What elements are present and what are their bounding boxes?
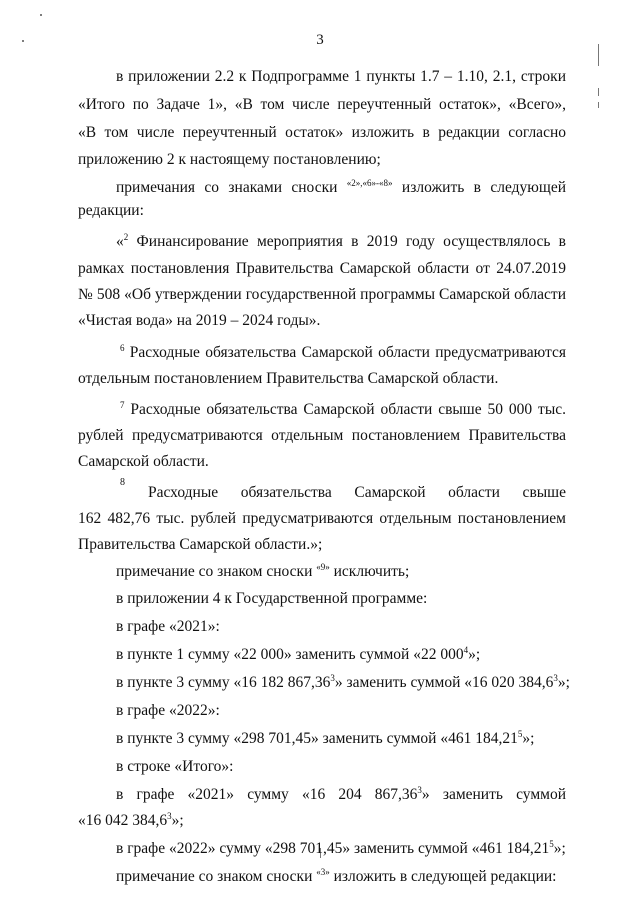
text-run: »; <box>557 674 570 691</box>
footnote-line <box>120 401 566 419</box>
footnote-marker: 5 <box>517 728 523 739</box>
footnote-marker: 2 <box>123 233 129 242</box>
text-run: »; <box>522 730 535 747</box>
footnote-line: 162 482,76 тыс. рублей предусматриваются отдельным постановлением <box>78 510 566 527</box>
footnote-line: Самарской области. <box>78 453 209 470</box>
paragraph-line <box>116 868 566 886</box>
footnote-marker: «3» <box>316 866 330 877</box>
text-run: в графе «2021» сумму «16 204 867,36 <box>116 786 418 803</box>
footnote-line <box>120 344 566 362</box>
paragraph-line <box>116 563 566 581</box>
footnote-line: Правительства Самарской области.»; <box>78 536 323 553</box>
paragraph-line <box>116 840 566 858</box>
paragraph-line <box>78 812 566 830</box>
footnote-line: Расходные обязательства Самарской области свыше <box>148 484 566 501</box>
footnote-line: рамках постановления Правительства Самарской области от 24.07.2019 <box>78 260 566 277</box>
text-run: изложить в следующей <box>392 179 566 196</box>
text-run: исключить; <box>329 563 410 580</box>
text-run: «16 042 384,6 <box>78 812 168 829</box>
footnote-marker: 8 <box>120 477 125 488</box>
footnote-marker: 6 <box>120 344 125 353</box>
paragraph-line <box>116 179 566 197</box>
text-run: « <box>116 233 124 250</box>
text-run: » заменить суммой «16 020 384,6 <box>334 674 554 691</box>
page-number: 3 <box>316 32 324 48</box>
footnote-marker: «9» <box>316 561 330 572</box>
paragraph-line: в графе «2021»: <box>116 618 220 635</box>
footnote-line: № 508 «Об утверждении государственной программы Самарской области <box>78 286 566 303</box>
footnote-marker: 3 <box>417 786 422 795</box>
footnote-line: отдельным постановлением Правительства Самарской области. <box>78 370 499 387</box>
text-run: »; <box>171 812 184 829</box>
paragraph-line <box>116 786 566 804</box>
footnote-line: «Чистая вода» на 2019 – 2024 годы». <box>78 312 321 329</box>
paragraph-line <box>116 646 566 664</box>
text-run: в пункте 3 сумму «16 182 867,36 <box>116 674 331 691</box>
footnote-marker: 4 <box>463 644 469 655</box>
text-run: примечание со знаком сноски <box>116 868 317 885</box>
paragraph-line: редакции: <box>78 202 144 219</box>
footnote-marker: 5 <box>549 838 554 849</box>
footnote-marker: «2»,«6»-«8» <box>346 179 393 188</box>
footnote-marker: 3 <box>553 672 558 683</box>
text-run: в графе «2022» сумму «298 701,45» заменить суммой «461 184,21 <box>116 840 550 857</box>
text-run: Финансирование мероприятия в 2019 году осуществлялось в <box>128 233 566 250</box>
text-run: изложить в следующей редакции: <box>329 868 557 885</box>
text-run: » заменить суммой <box>421 786 566 803</box>
paragraph-line: в графе «2022»: <box>116 702 220 719</box>
text-run: в пункте 1 сумму «22 000» заменить суммой «22 000 <box>116 646 464 663</box>
text-run: в пункте 3 сумму «298 701,45» заменить суммой «461 184,21 <box>116 730 518 747</box>
paragraph-line <box>116 672 570 692</box>
text-run: примечание со знаком сноски <box>116 563 317 580</box>
text-run: »; <box>553 840 566 857</box>
text-run: Расходные обязательства Самарской области свыше 50 000 тыс. <box>124 401 566 418</box>
paragraph-line: в приложении 2.2 к Подпрограмме 1 пункты 1.7 – 1.10, 2.1, строки <box>116 68 566 85</box>
text-run: Расходные обязательства Самарской области предусматриваются <box>124 344 566 361</box>
text-run: »; <box>468 646 481 663</box>
footnote-line: рублей предусматриваются отдельным постановлением Правительства <box>78 427 566 444</box>
paragraph-line: приложению 2 к настоящему постановлению; <box>78 151 381 168</box>
footnote-marker: 3 <box>167 810 172 821</box>
scan-speck <box>40 14 42 16</box>
scan-margin-mark <box>598 102 599 108</box>
paragraph-line: в приложении 4 к Государственной программе: <box>116 590 428 607</box>
scan-margin-mark <box>598 88 599 96</box>
footnote-marker: 7 <box>120 401 125 410</box>
paragraph-line: «Итого по Задаче 1», «В том числе переучтенный остаток», «Всего», <box>78 96 566 113</box>
footnote-marker: 3 <box>330 672 335 683</box>
paragraph-line: «В том числе переучтенный остаток» изложить в редакции согласно <box>78 124 566 141</box>
paragraph-line <box>116 730 566 748</box>
paragraph-line: в строке «Итого»: <box>116 758 234 775</box>
footnote-line <box>116 233 566 251</box>
text-run: примечания со знаками сноски <box>116 179 347 196</box>
